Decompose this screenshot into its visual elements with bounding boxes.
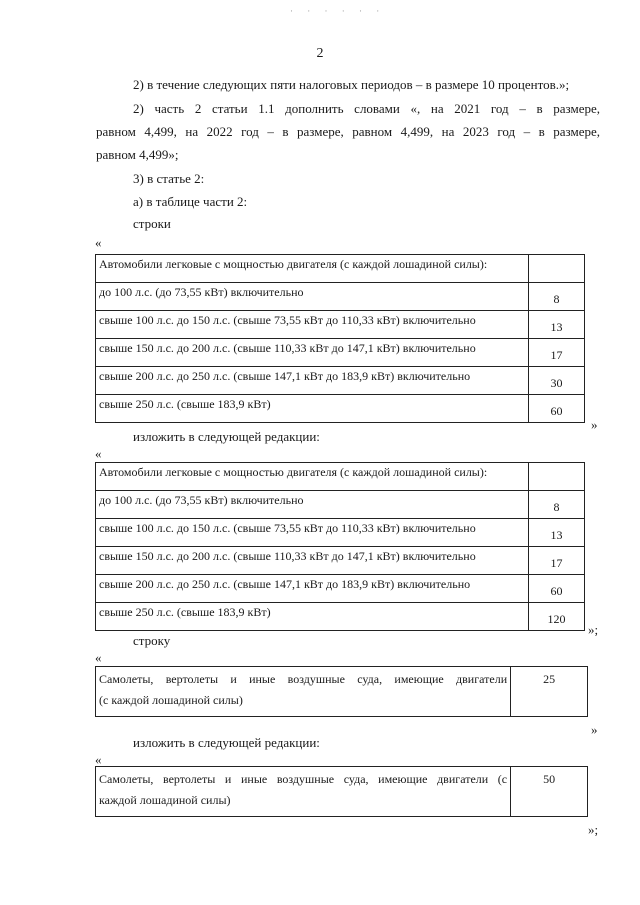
paragraph-2-line-3: равном 4,499»; xyxy=(96,147,179,162)
row-value: 30 xyxy=(529,367,585,395)
row-label: свыше 150 л.с. до 200 л.с. (свыше 110,33 кВт до 147,1 кВт) включительно xyxy=(96,339,529,367)
table-row xyxy=(96,667,588,717)
open-quote: « xyxy=(95,235,102,250)
paragraph-2-line-1: 2) часть 2 статьи 1.1 дополнить словами «, на 2021 год – в размере, xyxy=(133,101,600,116)
open-quote: « xyxy=(95,446,102,461)
close-quote-semicolon: »; xyxy=(588,622,599,637)
table-header-cell: Автомобили легковые с мощностью двигателя (с каждой лошадиной силы): xyxy=(96,463,529,491)
table-value-cell xyxy=(529,463,585,491)
row-value: 120 xyxy=(529,603,585,631)
open-quote: « xyxy=(95,752,102,767)
paragraph-3: 3) в статье 2: xyxy=(133,171,205,186)
row-value: 13 xyxy=(529,311,585,339)
paragraph-5: строки xyxy=(133,216,171,231)
table-header-cell: Автомобили легковые с мощностью двигателя (с каждой лошадиной силы): xyxy=(96,255,529,283)
close-quote: » xyxy=(591,417,598,432)
table-row xyxy=(96,519,585,547)
table-value-cell xyxy=(529,255,585,283)
table-row xyxy=(96,339,585,367)
close-quote-semicolon: »; xyxy=(588,822,599,837)
row-label: свыше 200 л.с. до 250 л.с. (свыше 147,1 кВт до 183,9 кВт) включительно xyxy=(96,367,529,395)
row-label xyxy=(96,667,511,717)
row-label-line-1: Самолеты, вертолеты и иные воздушные суда, имеющие двигатели xyxy=(99,672,508,686)
paragraph-4: а) в таблице части 2: xyxy=(133,194,248,209)
close-quote: » xyxy=(591,722,598,737)
table-old-cars xyxy=(95,254,585,423)
table-row xyxy=(96,547,585,575)
row-value: 17 xyxy=(529,547,585,575)
row-value: 60 xyxy=(529,395,585,423)
row-label: свыше 100 л.с. до 150 л.с. (свыше 73,55 кВт до 110,33 кВт) включительно xyxy=(96,311,529,339)
page-number: 2 xyxy=(316,46,324,61)
open-quote: « xyxy=(95,650,102,665)
row-label: до 100 л.с. (до 73,55 кВт) включительно xyxy=(96,283,529,311)
table-new-aircraft xyxy=(95,766,588,817)
paragraph-6: изложить в следующей редакции: xyxy=(133,429,320,444)
row-label: свыше 200 л.с. до 250 л.с. (свыше 147,1 кВт до 183,9 кВт) включительно xyxy=(96,575,529,603)
row-value: 8 xyxy=(529,283,585,311)
table-row xyxy=(96,367,585,395)
row-label: свыше 250 л.с. (свыше 183,9 кВт) xyxy=(96,603,529,631)
table-header-row xyxy=(96,463,585,491)
table-row xyxy=(96,395,585,423)
paragraph-8: изложить в следующей редакции: xyxy=(133,735,320,750)
row-value: 25 xyxy=(511,667,588,717)
row-value: 13 xyxy=(529,519,585,547)
row-value: 8 xyxy=(529,491,585,519)
row-label: свыше 100 л.с. до 150 л.с. (свыше 73,55 кВт до 110,33 кВт) включительно xyxy=(96,519,529,547)
paragraph-1: 2) в течение следующих пяти налоговых периодов – в размере 10 процентов.»; xyxy=(133,77,570,92)
table-row xyxy=(96,283,585,311)
row-label-line-2: (с каждой лошадиной силы) xyxy=(99,693,243,707)
row-label: свыше 150 л.с. до 200 л.с. (свыше 110,33 кВт до 147,1 кВт) включительно xyxy=(96,547,529,575)
row-value: 60 xyxy=(529,575,585,603)
row-value: 17 xyxy=(529,339,585,367)
table-row xyxy=(96,311,585,339)
table-old-aircraft xyxy=(95,666,588,717)
scan-artifact: · · · · · · xyxy=(290,6,386,16)
row-label: свыше 250 л.с. (свыше 183,9 кВт) xyxy=(96,395,529,423)
row-label: до 100 л.с. (до 73,55 кВт) включительно xyxy=(96,491,529,519)
row-label xyxy=(96,767,511,817)
table-row xyxy=(96,575,585,603)
table-row xyxy=(96,603,585,631)
paragraph-2-line-2: равном 4,499, на 2022 год – в размере, равном 4,499, на 2023 год – в размере, xyxy=(96,124,600,139)
row-label-line-1: Самолеты, вертолеты и иные воздушные суда, имеющие двигатели (с xyxy=(99,772,508,786)
row-value: 50 xyxy=(511,767,588,817)
table-row xyxy=(96,491,585,519)
table-row xyxy=(96,767,588,817)
table-header-row xyxy=(96,255,585,283)
paragraph-7: строку xyxy=(133,633,171,648)
row-label-line-2: каждой лошадиной силы) xyxy=(99,793,231,807)
table-new-cars xyxy=(95,462,585,631)
